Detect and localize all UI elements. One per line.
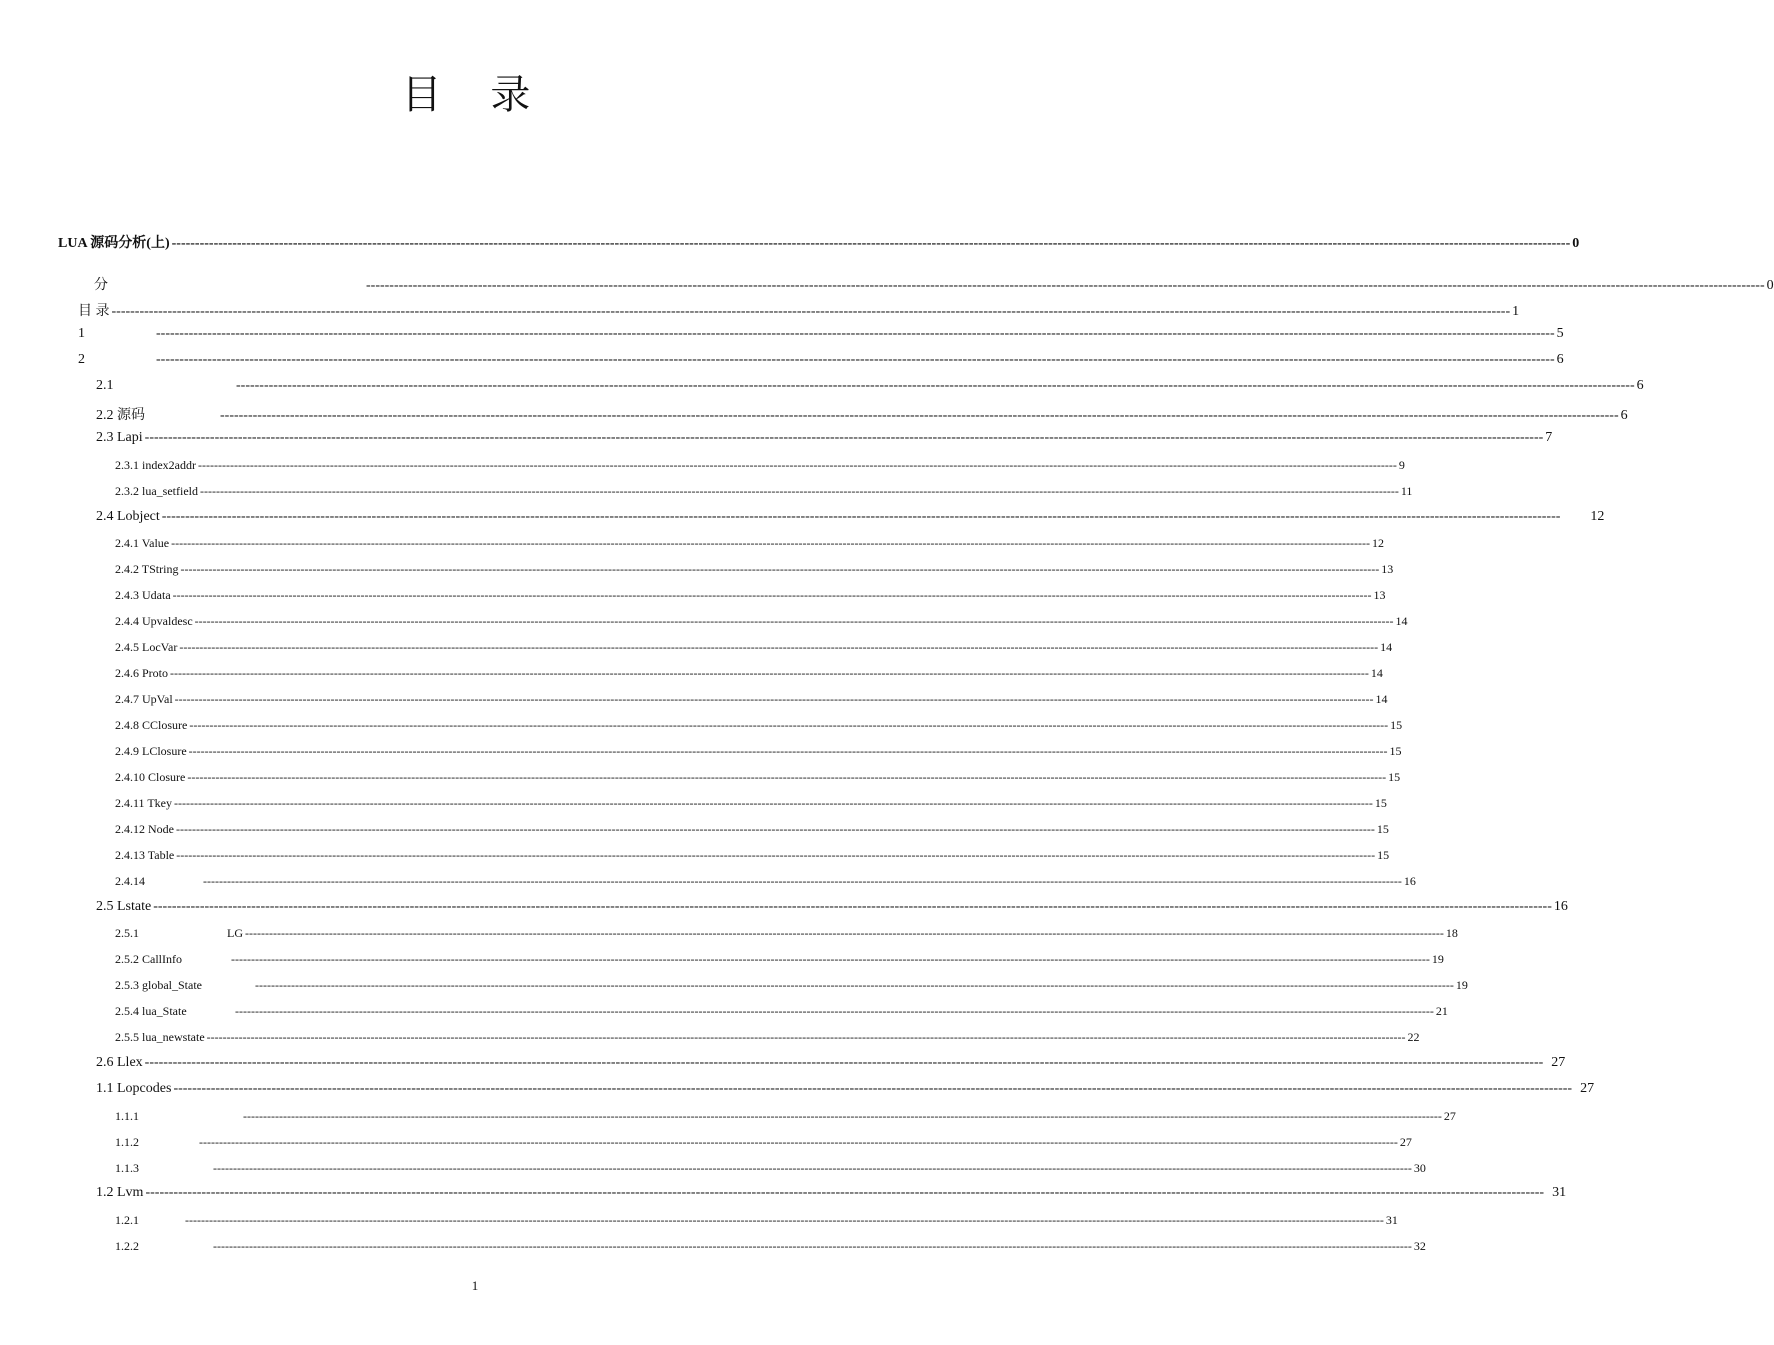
toc-leader: ------------------------------------------------------------------------------------------------------------------------------------------------------------------------------------------------------------------------------------------------------------------------------------------------------------: [161, 509, 1561, 524]
toc-label: 2.4.11 Tkey: [115, 796, 172, 810]
toc-page: 12: [1590, 509, 1605, 524]
toc-entry[interactable]: [115, 536, 1384, 551]
toc-page: 6: [1556, 352, 1564, 367]
toc-page: 13: [1381, 562, 1394, 576]
toc-page: 31: [1385, 1213, 1398, 1227]
toc-entry[interactable]: [96, 1055, 1566, 1071]
toc-label: 2.4.1 Value: [115, 536, 170, 550]
toc-leader: ------------------------------------------------------------------------------------------------------------------------------------------------------------------------------------------------------------------------------------------------------------------------------------------------------------: [255, 978, 1454, 992]
toc-page: 32: [1413, 1239, 1426, 1253]
toc-label: 1.2.2: [115, 1239, 139, 1253]
toc-leader: ------------------------------------------------------------------------------------------------------------------------------------------------------------------------------------------------------------------------------------------------------------------------------------------------------------: [145, 1185, 1545, 1200]
toc-entry[interactable]: [96, 899, 1568, 915]
toc-page: 6: [1636, 378, 1644, 393]
toc-entry[interactable]: [115, 796, 1387, 811]
toc-leader: ------------------------------------------------------------------------------------------------------------------------------------------------------------------------------------------------------------------------------------------------------------------------------------------------------------: [173, 1081, 1573, 1096]
toc-label: 2.4.7 UpVal: [115, 692, 173, 706]
toc-label: 2.4.9 LClosure: [115, 744, 187, 758]
toc-page: 12: [1371, 536, 1384, 550]
toc-page: 27: [1443, 1109, 1456, 1123]
toc-leader: ------------------------------------------------------------------------------------------------------------------------------------------------------------------------------------------------------------------------------------------------------------------------------------------------------------: [171, 236, 1571, 251]
toc-label: 2.5.2 CallInfo: [115, 952, 182, 966]
toc-entry[interactable]: [115, 1004, 1448, 1019]
toc-leader: ------------------------------------------------------------------------------------------------------------------------------------------------------------------------------------------------------------------------------------------------------------------------------------------------------------: [171, 536, 1370, 550]
toc-entry[interactable]: [115, 1030, 1420, 1045]
toc-page: 0: [1572, 236, 1580, 251]
toc-label: 2.4.10 Closure: [115, 770, 186, 784]
toc-page: 27: [1551, 1055, 1566, 1070]
toc-leader: ------------------------------------------------------------------------------------------------------------------------------------------------------------------------------------------------------------------------------------------------------------------------------------------------------------: [197, 458, 1397, 472]
toc-entry[interactable]: [115, 1135, 1412, 1150]
toc-leader: ------------------------------------------------------------------------------------------------------------------------------------------------------------------------------------------------------------------------------------------------------------------------------------------------------------: [156, 326, 1555, 341]
toc-label: 2.4.13 Table: [115, 848, 175, 862]
toc-leader: ------------------------------------------------------------------------------------------------------------------------------------------------------------------------------------------------------------------------------------------------------------------------------------------------------------: [144, 1055, 1544, 1070]
toc-page: 14: [1395, 614, 1408, 628]
toc-page: 11: [1400, 484, 1413, 498]
toc-label: 2.4.14: [115, 874, 145, 888]
toc-label: 2.3.2 lua_setfield: [115, 484, 198, 498]
toc-entry[interactable]: [115, 770, 1401, 785]
toc-entry[interactable]: [78, 326, 1564, 342]
toc-leader: ------------------------------------------------------------------------------------------------------------------------------------------------------------------------------------------------------------------------------------------------------------------------------------------------------------: [174, 796, 1373, 810]
toc-label: 2.5.3 global_State: [115, 978, 202, 992]
toc-leader: ------------------------------------------------------------------------------------------------------------------------------------------------------------------------------------------------------------------------------------------------------------------------------------------------------------: [199, 484, 1399, 498]
toc-leader: ------------------------------------------------------------------------------------------------------------------------------------------------------------------------------------------------------------------------------------------------------------------------------------------------------------: [236, 378, 1635, 393]
toc-entry[interactable]: [115, 926, 1458, 941]
toc-entry[interactable]: [115, 744, 1402, 759]
toc-entry[interactable]: [115, 588, 1386, 603]
toc-entry[interactable]: [94, 274, 1774, 294]
toc-leader: ------------------------------------------------------------------------------------------------------------------------------------------------------------------------------------------------------------------------------------------------------------------------------------------------------------: [185, 1213, 1384, 1227]
toc-label: 2.4.8 CClosure: [115, 718, 188, 732]
toc-page: 6: [1620, 408, 1628, 423]
toc-page: 18: [1445, 926, 1458, 940]
toc-page: 16: [1403, 874, 1416, 888]
toc-page: 27: [1399, 1135, 1412, 1149]
toc-label: 2: [78, 352, 85, 367]
toc-page: 15: [1388, 770, 1401, 784]
toc-entry[interactable]: [115, 1213, 1398, 1228]
toc-page: 13: [1373, 588, 1386, 602]
page-title: 目 录: [401, 72, 549, 118]
toc-leader: ------------------------------------------------------------------------------------------------------------------------------------------------------------------------------------------------------------------------------------------------------------------------------------------------------------: [174, 692, 1374, 706]
toc-entry[interactable]: [96, 1081, 1595, 1097]
toc-entry[interactable]: [115, 848, 1390, 863]
toc-leader: ------------------------------------------------------------------------------------------------------------------------------------------------------------------------------------------------------------------------------------------------------------------------------------------------------------: [213, 1161, 1412, 1175]
toc-leader: ------------------------------------------------------------------------------------------------------------------------------------------------------------------------------------------------------------------------------------------------------------------------------------------------------------: [243, 1109, 1442, 1123]
toc-label: 2.5.5 lua_newstate: [115, 1030, 205, 1044]
toc-entry[interactable]: [115, 1109, 1456, 1124]
toc-leader: ------------------------------------------------------------------------------------------------------------------------------------------------------------------------------------------------------------------------------------------------------------------------------------------------------------: [176, 848, 1376, 862]
toc-entry[interactable]: [115, 484, 1413, 499]
toc-entry[interactable]: [115, 640, 1393, 655]
toc-label: 2.4.6 Proto: [115, 666, 169, 680]
toc-page: 1: [1512, 304, 1520, 319]
toc-label: 2.4.12 Node: [115, 822, 174, 836]
toc-leader: ------------------------------------------------------------------------------------------------------------------------------------------------------------------------------------------------------------------------------------------------------------------------------------------------------------: [199, 1135, 1398, 1149]
toc-label: 2.5.4 lua_State: [115, 1004, 187, 1018]
toc-entry[interactable]: [115, 692, 1388, 707]
toc-label: 2.4.4 Upvaldesc: [115, 614, 193, 628]
toc-leader: ------------------------------------------------------------------------------------------------------------------------------------------------------------------------------------------------------------------------------------------------------------------------------------------------------------: [170, 666, 1369, 680]
toc-page: 19: [1455, 978, 1468, 992]
toc-page: 14: [1380, 640, 1393, 654]
toc-entry[interactable]: [115, 1239, 1426, 1254]
toc-leader: ------------------------------------------------------------------------------------------------------------------------------------------------------------------------------------------------------------------------------------------------------------------------------------------------------------: [153, 899, 1552, 914]
toc-page: 14: [1370, 666, 1383, 680]
toc-leader: ------------------------------------------------------------------------------------------------------------------------------------------------------------------------------------------------------------------------------------------------------------------------------------------------------------: [187, 770, 1387, 784]
toc-label: 1.1 Lopcodes: [96, 1081, 172, 1096]
toc-label: 1.2 Lvm: [96, 1185, 144, 1200]
toc-entry[interactable]: [115, 952, 1444, 967]
toc-leader: ------------------------------------------------------------------------------------------------------------------------------------------------------------------------------------------------------------------------------------------------------------------------------------------------------------: [231, 952, 1430, 966]
toc-leader: ------------------------------------------------------------------------------------------------------------------------------------------------------------------------------------------------------------------------------------------------------------------------------------------------------------: [172, 588, 1372, 602]
toc-entry[interactable]: [115, 562, 1394, 577]
toc-page: 7: [1545, 430, 1553, 445]
toc-label: 2.4.2 TString: [115, 562, 179, 576]
toc-label: 目 录: [78, 304, 110, 319]
toc-page: 0: [1766, 278, 1774, 293]
toc-entry[interactable]: [115, 666, 1383, 681]
toc-entry[interactable]: [115, 874, 1416, 889]
toc-page: 16: [1553, 899, 1568, 914]
toc-entry[interactable]: [115, 978, 1468, 993]
toc-label: 2.5 Lstate: [96, 899, 152, 914]
toc-entry[interactable]: [96, 378, 1644, 394]
toc-page: 30: [1413, 1161, 1426, 1175]
toc-entry[interactable]: [78, 352, 1564, 368]
toc-leader: ------------------------------------------------------------------------------------------------------------------------------------------------------------------------------------------------------------------------------------------------------------------------------------------------------------: [189, 718, 1389, 732]
toc-label: 2.1: [96, 378, 114, 393]
toc-page: 15: [1374, 796, 1387, 810]
toc-label: 1.1.1: [115, 1109, 139, 1123]
toc-page: 15: [1377, 848, 1390, 862]
toc-page: 22: [1407, 1030, 1420, 1044]
toc-label: 2.4 Lobject: [96, 509, 160, 524]
toc-entry[interactable]: [78, 300, 1520, 320]
toc-label-extra: LG: [227, 926, 243, 940]
toc-label: 2.4.3 Udata: [115, 588, 171, 602]
toc-label: LUA 源码分析(上): [58, 236, 170, 251]
toc-page: 14: [1375, 692, 1388, 706]
toc-entry[interactable]: [115, 614, 1408, 629]
toc-label: 1: [78, 326, 85, 341]
toc-entry[interactable]: [115, 1161, 1426, 1176]
toc-leader: ------------------------------------------------------------------------------------------------------------------------------------------------------------------------------------------------------------------------------------------------------------------------------------------------------------: [206, 1030, 1406, 1044]
toc-label: 分: [94, 278, 108, 293]
toc-label: 1.2.1: [115, 1213, 139, 1227]
toc-leader: ------------------------------------------------------------------------------------------------------------------------------------------------------------------------------------------------------------------------------------------------------------------------------------------------------------: [245, 926, 1444, 940]
toc-page: 15: [1390, 718, 1403, 732]
toc-leader: ------------------------------------------------------------------------------------------------------------------------------------------------------------------------------------------------------------------------------------------------------------------------------------------------------------: [366, 278, 1765, 293]
toc-label: 2.2 源码: [96, 408, 145, 423]
toc-page: 19: [1431, 952, 1444, 966]
toc-leader: ------------------------------------------------------------------------------------------------------------------------------------------------------------------------------------------------------------------------------------------------------------------------------------------------------------: [203, 874, 1402, 888]
toc-leader: ------------------------------------------------------------------------------------------------------------------------------------------------------------------------------------------------------------------------------------------------------------------------------------------------------------: [194, 614, 1394, 628]
toc-leader: ------------------------------------------------------------------------------------------------------------------------------------------------------------------------------------------------------------------------------------------------------------------------------------------------------------: [156, 352, 1555, 367]
toc-page: 15: [1376, 822, 1389, 836]
toc-entry[interactable]: [96, 1185, 1567, 1201]
toc-label: 2.6 Llex: [96, 1055, 143, 1070]
toc-leader: ------------------------------------------------------------------------------------------------------------------------------------------------------------------------------------------------------------------------------------------------------------------------------------------------------------: [111, 304, 1511, 319]
toc-leader: ------------------------------------------------------------------------------------------------------------------------------------------------------------------------------------------------------------------------------------------------------------------------------------------------------------: [144, 430, 1544, 445]
toc-page: 5: [1556, 326, 1564, 341]
toc-label: 2.3.1 index2addr: [115, 458, 196, 472]
toc-entry[interactable]: [115, 822, 1389, 837]
toc-leader: ------------------------------------------------------------------------------------------------------------------------------------------------------------------------------------------------------------------------------------------------------------------------------------------------------------: [179, 640, 1379, 654]
toc-entry[interactable]: [96, 404, 1628, 424]
toc-entry[interactable]: [115, 718, 1403, 733]
page-number: 1: [471, 1278, 479, 1293]
toc-entry[interactable]: [58, 232, 1580, 252]
toc-leader: ------------------------------------------------------------------------------------------------------------------------------------------------------------------------------------------------------------------------------------------------------------------------------------------------------------: [235, 1004, 1434, 1018]
toc-leader: ------------------------------------------------------------------------------------------------------------------------------------------------------------------------------------------------------------------------------------------------------------------------------------------------------------: [180, 562, 1380, 576]
toc-page: 27: [1580, 1081, 1595, 1096]
toc-page: 21: [1435, 1004, 1448, 1018]
toc-page: 15: [1389, 744, 1402, 758]
toc-entry[interactable]: [96, 430, 1553, 446]
toc-leader: ------------------------------------------------------------------------------------------------------------------------------------------------------------------------------------------------------------------------------------------------------------------------------------------------------------: [213, 1239, 1412, 1253]
toc-label: 2.5.1: [115, 926, 139, 940]
toc-label: 1.1.3: [115, 1161, 139, 1175]
toc-leader: ------------------------------------------------------------------------------------------------------------------------------------------------------------------------------------------------------------------------------------------------------------------------------------------------------------: [188, 744, 1388, 758]
toc-label: 1.1.2: [115, 1135, 139, 1149]
toc-entry[interactable]: [115, 458, 1405, 473]
toc-leader: ------------------------------------------------------------------------------------------------------------------------------------------------------------------------------------------------------------------------------------------------------------------------------------------------------------: [176, 822, 1375, 836]
toc-page: 9: [1398, 458, 1405, 472]
toc-label: 2.4.5 LocVar: [115, 640, 178, 654]
toc-entry[interactable]: [96, 509, 1605, 525]
toc-page: 31: [1552, 1185, 1567, 1200]
toc-label: 2.3 Lapi: [96, 430, 143, 445]
toc-leader: ------------------------------------------------------------------------------------------------------------------------------------------------------------------------------------------------------------------------------------------------------------------------------------------------------------: [220, 408, 1619, 423]
